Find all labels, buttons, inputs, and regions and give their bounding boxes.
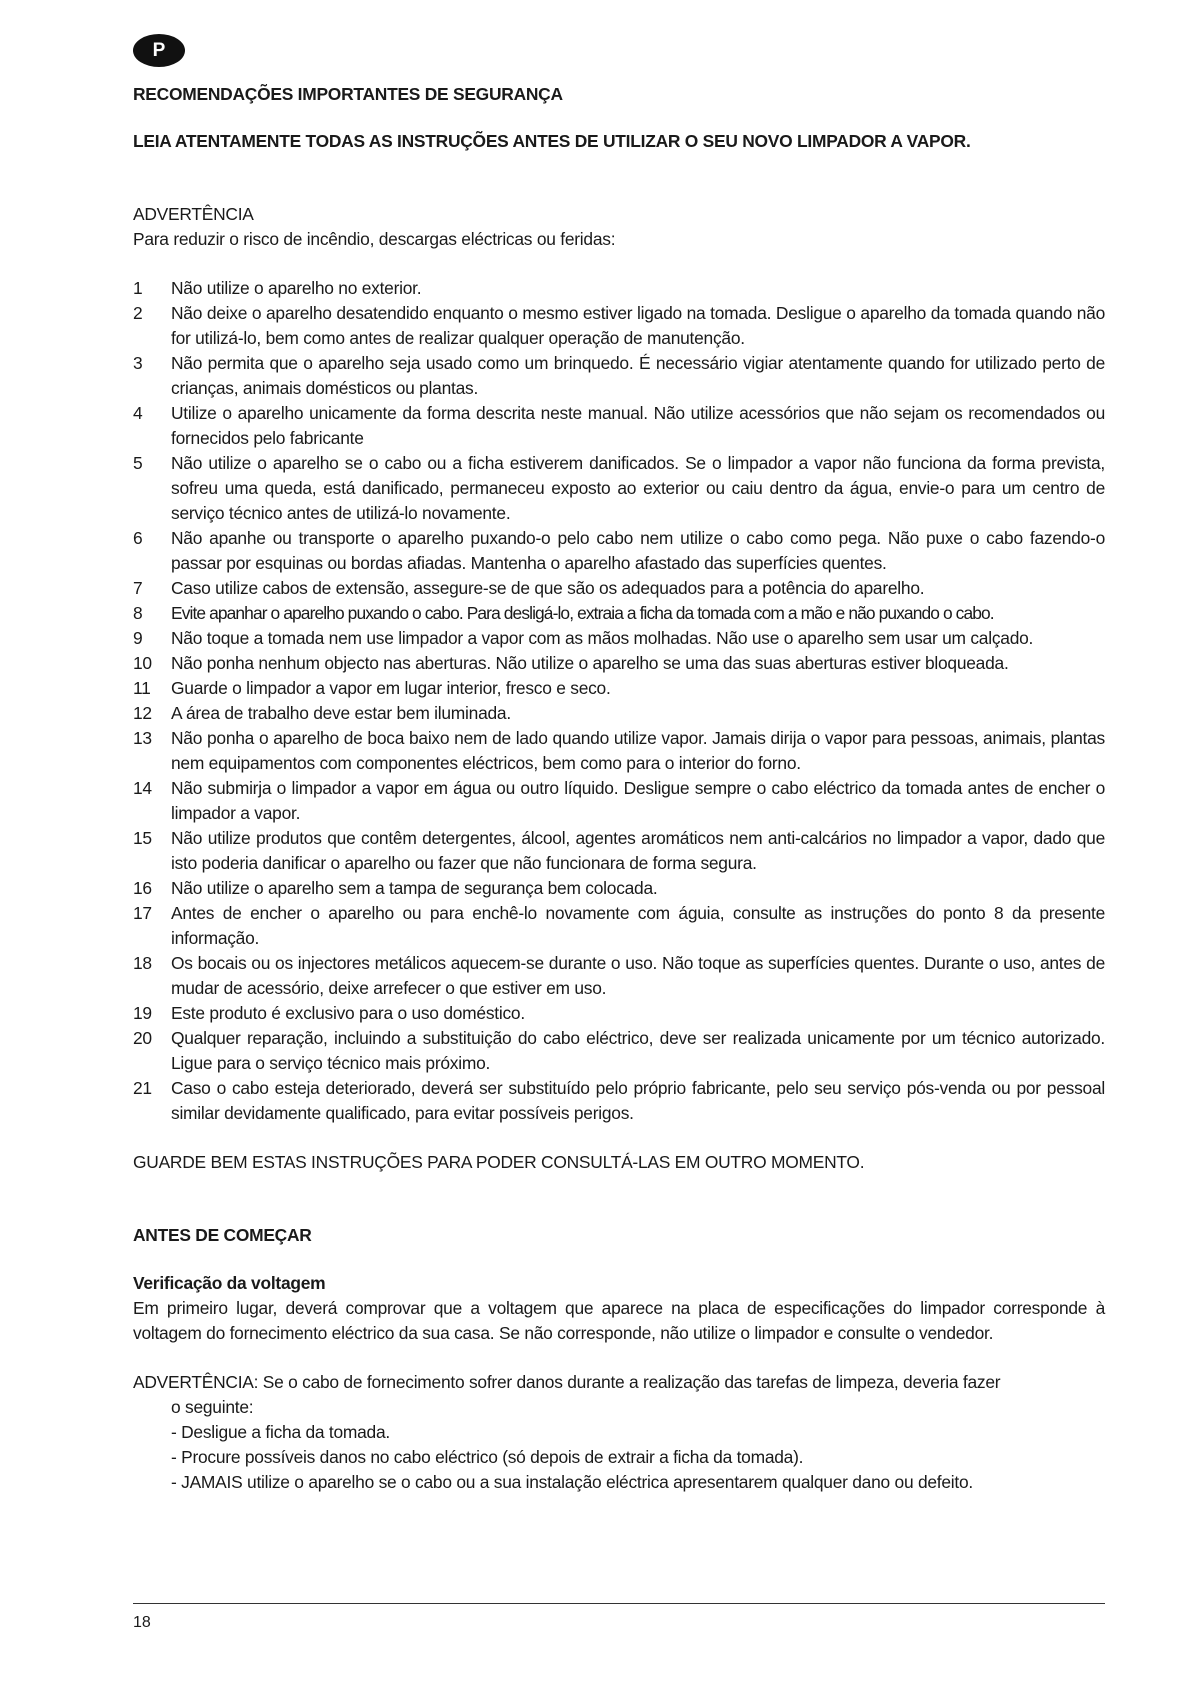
list-item xyxy=(133,301,1105,351)
safety-rules-list xyxy=(133,276,1105,1126)
keep-instructions-note: GUARDE BEM ESTAS INSTRUÇÕES PARA PODER CONSULTÁ-LAS EM OUTRO MOMENTO. xyxy=(133,1152,865,1172)
list-item xyxy=(133,876,1105,901)
item-number: 1 xyxy=(133,278,143,298)
item-text: Este produto é exclusivo para o uso doméstico. xyxy=(171,1003,525,1023)
item-text: Não utilize o aparelho se o cabo ou a ficha estiverem danificados. Se o limpador a vapor não funciona da forma prevista, sofreu uma queda, está danificado, permaneceu exposto ao exterior ou caiu dentro da água, envie-o para um centro de serviço técnico antes de utilizá-lo novamente. xyxy=(171,453,1105,523)
item-text: Caso o cabo esteja deteriorado, deverá ser substituído pelo próprio fabricante, pelo seu serviço pós-venda ou por pessoal similar devidamente qualificado, para evitar possíveis perigos. xyxy=(171,1078,1105,1123)
item-text: Não utilize o aparelho no exterior. xyxy=(171,278,422,298)
item-number: 15 xyxy=(133,828,152,848)
list-item xyxy=(133,676,1105,701)
item-text: A área de trabalho deve estar bem iluminada. xyxy=(171,703,511,723)
list-item xyxy=(133,276,1105,301)
item-text: Não utilize produtos que contêm detergentes, álcool, agentes aromáticos nem anti-calcários no limpador a vapor, dado que isto poderia danificar o aparelho ou fazer que não funcionara de forma segura. xyxy=(171,828,1105,873)
list-item xyxy=(133,576,1105,601)
cable-warning-continuation: o seguinte: xyxy=(171,1397,254,1417)
page-subtitle: LEIA ATENTAMENTE TODAS AS INSTRUÇÕES ANTES DE UTILIZAR O SEU NOVO LIMPADOR A VAPOR. xyxy=(133,131,971,151)
item-number: 16 xyxy=(133,878,152,898)
item-text: Não toque a tomada nem use limpador a vapor com as mãos molhadas. Não use o aparelho sem usar um calçado. xyxy=(171,628,1034,648)
item-text: Antes de encher o aparelho ou para enchê-lo novamente com águia, consulte as instruções do ponto 8 da presente informação. xyxy=(171,903,1105,948)
list-item xyxy=(133,401,1105,451)
item-number: 5 xyxy=(133,453,143,473)
item-text: Guarde o limpador a vapor em lugar interior, fresco e seco. xyxy=(171,678,611,698)
voltage-check-heading: Verificação da voltagem xyxy=(133,1273,326,1293)
item-number: 18 xyxy=(133,953,152,973)
list-item xyxy=(133,1076,1105,1126)
language-badge: P xyxy=(133,34,185,67)
item-number: 20 xyxy=(133,1028,152,1048)
item-text: Não permita que o aparelho seja usado como um brinquedo. É necessário vigiar atentamente quando for utilizado perto de crianças, animais domésticos ou plantas. xyxy=(171,353,1105,398)
item-number: 9 xyxy=(133,628,143,648)
section-heading-before-starting: ANTES DE COMEÇAR xyxy=(133,1225,312,1245)
list-item xyxy=(133,626,1105,651)
list-item xyxy=(133,601,1105,626)
page-content xyxy=(133,82,1105,1495)
item-text: Utilize o aparelho unicamente da forma descrita neste manual. Não utilize acessórios que não sejam os recomendados ou fornecidos pelo fabricante xyxy=(171,403,1105,448)
item-text: Caso utilize cabos de extensão, assegure-se de que são os adequados para a potência do aparelho. xyxy=(171,578,925,598)
item-number: 8 xyxy=(133,603,143,623)
cable-warning-line: ADVERTÊNCIA: Se o cabo de fornecimento sofrer danos durante a realização das tarefas de limpeza, deveria fazer xyxy=(133,1372,1001,1392)
item-text: Não deixe o aparelho desatendido enquanto o mesmo estiver ligado na tomada. Desligue o aparelho da tomada quando não for utilizá-lo, bem como antes de realizar qualquer operação de manutenção. xyxy=(171,303,1105,348)
item-number: 2 xyxy=(133,303,143,323)
item-number: 10 xyxy=(133,653,152,673)
list-item xyxy=(133,951,1105,1001)
item-number: 6 xyxy=(133,528,143,548)
item-number: 7 xyxy=(133,578,143,598)
list-item xyxy=(133,726,1105,776)
list-item xyxy=(133,701,1105,726)
cable-warning-item: - JAMAIS utilize o aparelho se o cabo ou a sua instalação eléctrica apresentarem qualquer dano ou defeito. xyxy=(171,1472,973,1492)
list-item xyxy=(133,526,1105,576)
cable-warning-item: - Procure possíveis danos no cabo eléctrico (só depois de extrair a ficha da tomada). xyxy=(171,1447,804,1467)
item-number: 19 xyxy=(133,1003,152,1023)
list-item xyxy=(133,901,1105,951)
item-text: Qualquer reparação, incluindo a substituição do cabo eléctrico, deve ser realizada unicamente por um técnico autorizado. Ligue para o serviço técnico mais próximo. xyxy=(171,1028,1105,1073)
warning-heading: ADVERTÊNCIA xyxy=(133,204,254,224)
voltage-check-text: Em primeiro lugar, deverá comprovar que a voltagem que aparece na placa de especificações do limpador corresponde à voltagem do fornecimento eléctrico da sua casa. Se não corresponde, não utilize o limpador e consulte o vendedor. xyxy=(133,1298,1105,1343)
item-text: Não ponha o aparelho de boca baixo nem de lado quando utilize vapor. Jamais dirija o vapor para pessoas, animais, plantas nem equipamentos com componentes eléctricos, bem como para o interior do forno. xyxy=(171,728,1105,773)
list-item xyxy=(133,1026,1105,1076)
item-number: 13 xyxy=(133,728,152,748)
item-number: 12 xyxy=(133,703,152,723)
list-item xyxy=(133,1001,1105,1026)
list-item xyxy=(133,351,1105,401)
item-number: 17 xyxy=(133,903,152,923)
item-number: 11 xyxy=(133,678,151,698)
cable-warning-item: - Desligue a ficha da tomada. xyxy=(171,1422,390,1442)
item-text: Não ponha nenhum objecto nas aberturas. Não utilize o aparelho se uma das suas aberturas estiver bloqueada. xyxy=(171,653,1009,673)
list-item xyxy=(133,826,1105,876)
item-number: 3 xyxy=(133,353,143,373)
list-item xyxy=(133,451,1105,526)
item-text: Não utilize o aparelho sem a tampa de segurança bem colocada. xyxy=(171,878,658,898)
footer-divider xyxy=(133,1603,1105,1604)
list-item xyxy=(133,651,1105,676)
item-text: Não submirja o limpador a vapor em água ou outro líquido. Desligue sempre o cabo eléctrico da tomada antes de encher o limpador a vapor. xyxy=(171,778,1105,823)
item-text: Não apanhe ou transporte o aparelho puxando-o pelo cabo nem utilize o cabo como pega. Não puxe o cabo fazendo-o passar por esquinas ou bordas afiadas. Mantenha o aparelho afastado das superfícies quentes. xyxy=(171,528,1105,573)
item-number: 14 xyxy=(133,778,152,798)
page-number: 18 xyxy=(133,1614,151,1631)
item-number: 4 xyxy=(133,403,143,423)
list-item xyxy=(133,776,1105,826)
item-text: Evite apanhar o aparelho puxando o cabo. Para desligá-lo, extraia a ficha da tomada com a mão e não puxando o cabo. xyxy=(171,603,994,623)
warning-intro: Para reduzir o risco de incêndio, descargas eléctricas ou feridas: xyxy=(133,229,616,249)
item-number: 21 xyxy=(133,1078,152,1098)
item-text: Os bocais ou os injectores metálicos aquecem-se durante o uso. Não toque as superfícies quentes. Durante o uso, antes de mudar de acessório, deixe arrefecer o que estiver em uso. xyxy=(171,953,1105,998)
page-title: RECOMENDAÇÕES IMPORTANTES DE SEGURANÇA xyxy=(133,84,563,104)
